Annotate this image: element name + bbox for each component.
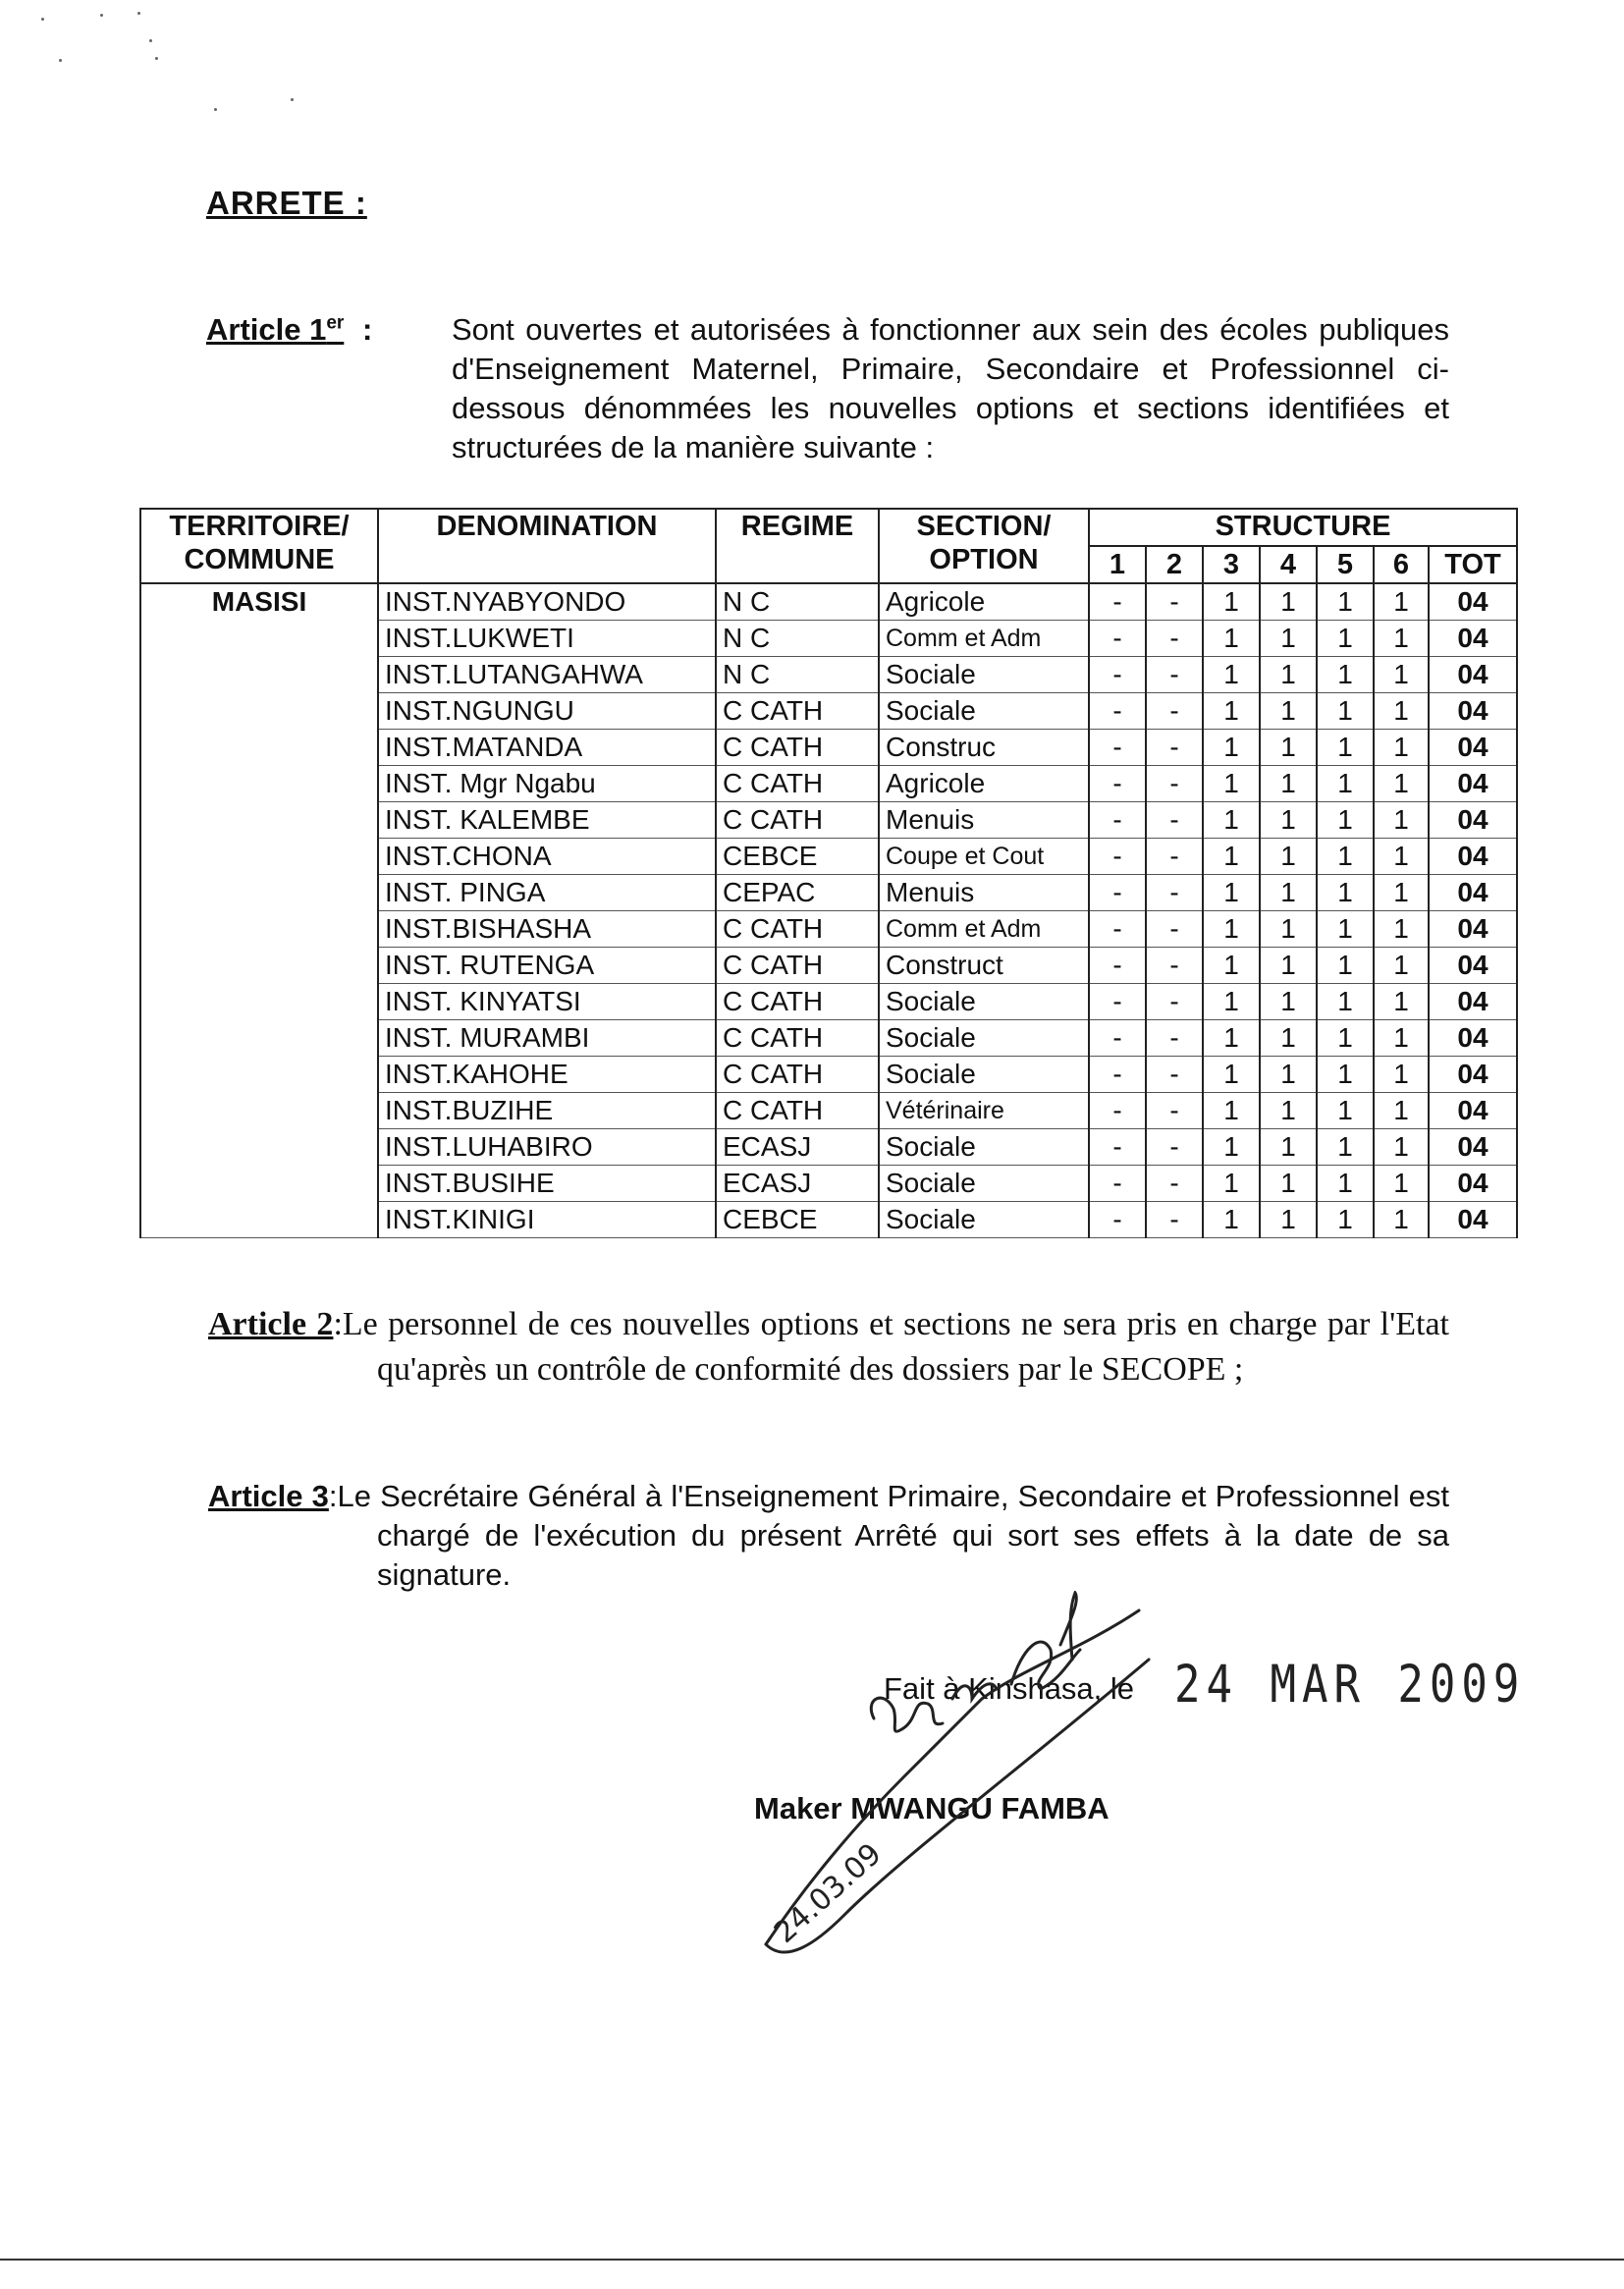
cell-structure-4: 1	[1260, 583, 1317, 621]
article-3-text: :Le Secrétaire Général à l'Enseignement Primaire, Secondaire et Professionnel est chargé de l'exécution du présent Arrêté qui sort ses effets à la date de sa signature.	[328, 1479, 1449, 1592]
cell-structure-3: 1	[1203, 621, 1260, 657]
cell-section: Menuis	[879, 875, 1089, 911]
cell-regime: ECASJ	[716, 1166, 879, 1202]
cell-regime: N C	[716, 621, 879, 657]
header-territoire: TERRITOIRE/ COMMUNE	[140, 509, 378, 583]
cell-section: Coupe et Cout	[879, 839, 1089, 875]
cell-total: 04	[1429, 875, 1517, 911]
cell-denomination: INST.LUTANGAHWA	[378, 657, 716, 693]
cell-denomination: INST.KAHOHE	[378, 1057, 716, 1093]
cell-structure-1: -	[1089, 621, 1146, 657]
cell-denomination: INST. PINGA	[378, 875, 716, 911]
cell-structure-1: -	[1089, 1202, 1146, 1238]
cell-structure-2: -	[1146, 875, 1203, 911]
page-title: ARRETE :	[206, 185, 367, 221]
cell-structure-4: 1	[1260, 621, 1317, 657]
cell-regime: C CATH	[716, 1020, 879, 1057]
cell-denomination: INST.LUHABIRO	[378, 1129, 716, 1166]
cell-structure-6: 1	[1374, 657, 1429, 693]
cell-structure-3: 1	[1203, 693, 1260, 730]
cell-structure-6: 1	[1374, 911, 1429, 948]
cell-total: 04	[1429, 1020, 1517, 1057]
cell-structure-3: 1	[1203, 1057, 1260, 1093]
cell-regime: C CATH	[716, 1057, 879, 1093]
cell-denomination: INST.BUSIHE	[378, 1166, 716, 1202]
cell-structure-6: 1	[1374, 1129, 1429, 1166]
cell-section: Menuis	[879, 802, 1089, 839]
cell-structure-3: 1	[1203, 802, 1260, 839]
handwritten-signature-icon	[727, 1591, 1237, 2003]
cell-structure-2: -	[1146, 730, 1203, 766]
cell-total: 04	[1429, 911, 1517, 948]
cell-total: 04	[1429, 1166, 1517, 1202]
cell-structure-5: 1	[1317, 621, 1374, 657]
cell-denomination: INST. RUTENGA	[378, 948, 716, 984]
footer-rule	[0, 2259, 1624, 2261]
cell-denomination: INST.BISHASHA	[378, 911, 716, 948]
cell-denomination: INST.BUZIHE	[378, 1093, 716, 1129]
cell-structure-1: -	[1089, 1129, 1146, 1166]
cell-total: 04	[1429, 693, 1517, 730]
cell-section: Sociale	[879, 1129, 1089, 1166]
cell-structure-6: 1	[1374, 621, 1429, 657]
cell-denomination: INST.KINIGI	[378, 1202, 716, 1238]
cell-structure-2: -	[1146, 1020, 1203, 1057]
article-3	[208, 1477, 1449, 1595]
cell-section: Sociale	[879, 657, 1089, 693]
handwritten-date: 24.03.09	[767, 1836, 889, 1950]
cell-regime: C CATH	[716, 693, 879, 730]
cell-structure-6: 1	[1374, 583, 1429, 621]
cell-section: Sociale	[879, 1057, 1089, 1093]
cell-regime: C CATH	[716, 1093, 879, 1129]
cell-structure-2: -	[1146, 839, 1203, 875]
stamp-date: 24 MAR 2009	[1174, 1654, 1526, 1716]
cell-structure-5: 1	[1317, 839, 1374, 875]
cell-structure-2: -	[1146, 621, 1203, 657]
cell-structure-1: -	[1089, 693, 1146, 730]
cell-structure-4: 1	[1260, 1202, 1317, 1238]
cell-total: 04	[1429, 1057, 1517, 1093]
table-body	[140, 583, 1517, 1238]
cell-structure-6: 1	[1374, 730, 1429, 766]
article-1-text: Sont ouvertes et autorisées à fonctionner aux sein des écoles publiques d'Enseignement Maternel, Primaire, Secondaire et Professionnel ci-dessous dénommées les nouvelles options et sections identifiées et structurées de la manière suivante :	[452, 312, 1449, 464]
header-regime: REGIME	[716, 509, 879, 583]
article-3-label: Article 3	[208, 1479, 329, 1513]
cell-structure-5: 1	[1317, 1020, 1374, 1057]
cell-structure-1: -	[1089, 766, 1146, 802]
cell-section: Sociale	[879, 693, 1089, 730]
cell-structure-6: 1	[1374, 1166, 1429, 1202]
cell-structure-4: 1	[1260, 693, 1317, 730]
header-col-6: 6	[1374, 546, 1429, 583]
cell-structure-5: 1	[1317, 948, 1374, 984]
cell-structure-5: 1	[1317, 766, 1374, 802]
article-2-label: Article 2	[208, 1306, 334, 1342]
cell-territoire: MASISI	[140, 583, 378, 1238]
cell-structure-5: 1	[1317, 875, 1374, 911]
cell-structure-4: 1	[1260, 911, 1317, 948]
article-1-label: Article 1er :	[206, 312, 373, 347]
cell-total: 04	[1429, 802, 1517, 839]
cell-total: 04	[1429, 1129, 1517, 1166]
cell-total: 04	[1429, 1202, 1517, 1238]
cell-structure-4: 1	[1260, 1020, 1317, 1057]
cell-structure-4: 1	[1260, 766, 1317, 802]
place-date-line: Fait à Kinshasa, le	[884, 1671, 1135, 1706]
header-col-4: 4	[1260, 546, 1317, 583]
cell-structure-4: 1	[1260, 730, 1317, 766]
cell-structure-6: 1	[1374, 984, 1429, 1020]
cell-structure-6: 1	[1374, 1020, 1429, 1057]
header-col-tot: TOT	[1429, 546, 1517, 583]
header-col-5: 5	[1317, 546, 1374, 583]
cell-structure-3: 1	[1203, 1093, 1260, 1129]
cell-total: 04	[1429, 1093, 1517, 1129]
cell-structure-1: -	[1089, 730, 1146, 766]
cell-structure-1: -	[1089, 839, 1146, 875]
cell-structure-6: 1	[1374, 802, 1429, 839]
header-col-2: 2	[1146, 546, 1203, 583]
cell-structure-2: -	[1146, 911, 1203, 948]
table-row	[140, 583, 1517, 621]
cell-structure-3: 1	[1203, 657, 1260, 693]
cell-section: Sociale	[879, 1020, 1089, 1057]
cell-regime: C CATH	[716, 802, 879, 839]
cell-structure-1: -	[1089, 657, 1146, 693]
header-denomination: DENOMINATION	[378, 509, 716, 583]
cell-structure-2: -	[1146, 693, 1203, 730]
header-structure: STRUCTURE	[1089, 509, 1517, 546]
cell-regime: CEPAC	[716, 875, 879, 911]
cell-structure-3: 1	[1203, 730, 1260, 766]
cell-structure-5: 1	[1317, 1093, 1374, 1129]
cell-section: Construct	[879, 948, 1089, 984]
cell-structure-4: 1	[1260, 948, 1317, 984]
cell-section: Comm et Adm	[879, 911, 1089, 948]
cell-structure-2: -	[1146, 766, 1203, 802]
cell-structure-1: -	[1089, 875, 1146, 911]
cell-section: Sociale	[879, 984, 1089, 1020]
cell-structure-6: 1	[1374, 1057, 1429, 1093]
cell-section: Vétérinaire	[879, 1093, 1089, 1129]
cell-structure-1: -	[1089, 1166, 1146, 1202]
cell-structure-2: -	[1146, 1093, 1203, 1129]
cell-regime: C CATH	[716, 730, 879, 766]
cell-structure-2: -	[1146, 583, 1203, 621]
cell-structure-4: 1	[1260, 1166, 1317, 1202]
cell-structure-5: 1	[1317, 1202, 1374, 1238]
cell-total: 04	[1429, 839, 1517, 875]
cell-structure-5: 1	[1317, 984, 1374, 1020]
cell-regime: C CATH	[716, 948, 879, 984]
cell-structure-3: 1	[1203, 583, 1260, 621]
cell-denomination: INST.LUKWETI	[378, 621, 716, 657]
cell-regime: N C	[716, 583, 879, 621]
cell-denomination: INST. Mgr Ngabu	[378, 766, 716, 802]
cell-structure-1: -	[1089, 1093, 1146, 1129]
cell-total: 04	[1429, 730, 1517, 766]
cell-structure-6: 1	[1374, 766, 1429, 802]
cell-structure-4: 1	[1260, 875, 1317, 911]
cell-structure-2: -	[1146, 1129, 1203, 1166]
cell-regime: N C	[716, 657, 879, 693]
signer-name: Maker MWANGU FAMBA	[754, 1791, 1110, 1826]
cell-structure-6: 1	[1374, 875, 1429, 911]
cell-structure-1: -	[1089, 1020, 1146, 1057]
cell-structure-3: 1	[1203, 984, 1260, 1020]
cell-denomination: INST.CHONA	[378, 839, 716, 875]
cell-total: 04	[1429, 621, 1517, 657]
cell-structure-6: 1	[1374, 839, 1429, 875]
cell-section: Sociale	[879, 1166, 1089, 1202]
cell-denomination: INST.MATANDA	[378, 730, 716, 766]
cell-structure-6: 1	[1374, 693, 1429, 730]
header-section: SECTION/ OPTION	[879, 509, 1089, 583]
cell-structure-4: 1	[1260, 657, 1317, 693]
cell-structure-5: 1	[1317, 693, 1374, 730]
cell-denomination: INST.NGUNGU	[378, 693, 716, 730]
cell-structure-3: 1	[1203, 875, 1260, 911]
header-col-1: 1	[1089, 546, 1146, 583]
cell-structure-4: 1	[1260, 802, 1317, 839]
cell-structure-2: -	[1146, 948, 1203, 984]
cell-structure-5: 1	[1317, 583, 1374, 621]
cell-denomination: INST.NYABYONDO	[378, 583, 716, 621]
cell-structure-2: -	[1146, 1057, 1203, 1093]
cell-structure-3: 1	[1203, 766, 1260, 802]
cell-structure-2: -	[1146, 1166, 1203, 1202]
cell-structure-4: 1	[1260, 984, 1317, 1020]
cell-structure-2: -	[1146, 657, 1203, 693]
cell-structure-4: 1	[1260, 1129, 1317, 1166]
cell-structure-6: 1	[1374, 948, 1429, 984]
cell-structure-1: -	[1089, 583, 1146, 621]
cell-structure-1: -	[1089, 802, 1146, 839]
cell-denomination: INST. MURAMBI	[378, 1020, 716, 1057]
cell-regime: C CATH	[716, 766, 879, 802]
cell-total: 04	[1429, 657, 1517, 693]
cell-structure-5: 1	[1317, 1129, 1374, 1166]
cell-structure-3: 1	[1203, 1020, 1260, 1057]
cell-total: 04	[1429, 948, 1517, 984]
cell-structure-3: 1	[1203, 1202, 1260, 1238]
cell-structure-3: 1	[1203, 911, 1260, 948]
cell-structure-5: 1	[1317, 657, 1374, 693]
cell-structure-4: 1	[1260, 839, 1317, 875]
options-table	[139, 508, 1518, 1238]
cell-structure-6: 1	[1374, 1202, 1429, 1238]
header-col-3: 3	[1203, 546, 1260, 583]
cell-regime: CEBCE	[716, 839, 879, 875]
cell-total: 04	[1429, 583, 1517, 621]
cell-structure-4: 1	[1260, 1093, 1317, 1129]
cell-structure-5: 1	[1317, 1166, 1374, 1202]
cell-section: Comm et Adm	[879, 621, 1089, 657]
cell-structure-5: 1	[1317, 730, 1374, 766]
cell-structure-3: 1	[1203, 1129, 1260, 1166]
cell-structure-1: -	[1089, 948, 1146, 984]
cell-structure-1: -	[1089, 1057, 1146, 1093]
cell-structure-2: -	[1146, 1202, 1203, 1238]
cell-section: Agricole	[879, 766, 1089, 802]
cell-structure-3: 1	[1203, 948, 1260, 984]
cell-denomination: INST. KALEMBE	[378, 802, 716, 839]
cell-structure-5: 1	[1317, 802, 1374, 839]
cell-regime: CEBCE	[716, 1202, 879, 1238]
cell-structure-1: -	[1089, 984, 1146, 1020]
cell-total: 04	[1429, 766, 1517, 802]
cell-structure-2: -	[1146, 802, 1203, 839]
cell-section: Construc	[879, 730, 1089, 766]
cell-structure-3: 1	[1203, 839, 1260, 875]
cell-section: Sociale	[879, 1202, 1089, 1238]
cell-section: Agricole	[879, 583, 1089, 621]
cell-denomination: INST. KINYATSI	[378, 984, 716, 1020]
article-2	[208, 1302, 1449, 1392]
cell-structure-6: 1	[1374, 1093, 1429, 1129]
cell-structure-4: 1	[1260, 1057, 1317, 1093]
article-2-text: :Le personnel de ces nouvelles options et sections ne sera pris en charge par l'Etat qu'après un contrôle de conformité des dossiers par le SECOPE ;	[333, 1306, 1449, 1388]
cell-regime: C CATH	[716, 911, 879, 948]
cell-structure-3: 1	[1203, 1166, 1260, 1202]
cell-total: 04	[1429, 984, 1517, 1020]
cell-regime: ECASJ	[716, 1129, 879, 1166]
cell-structure-5: 1	[1317, 1057, 1374, 1093]
cell-structure-1: -	[1089, 911, 1146, 948]
cell-regime: C CATH	[716, 984, 879, 1020]
cell-structure-2: -	[1146, 984, 1203, 1020]
cell-structure-5: 1	[1317, 911, 1374, 948]
